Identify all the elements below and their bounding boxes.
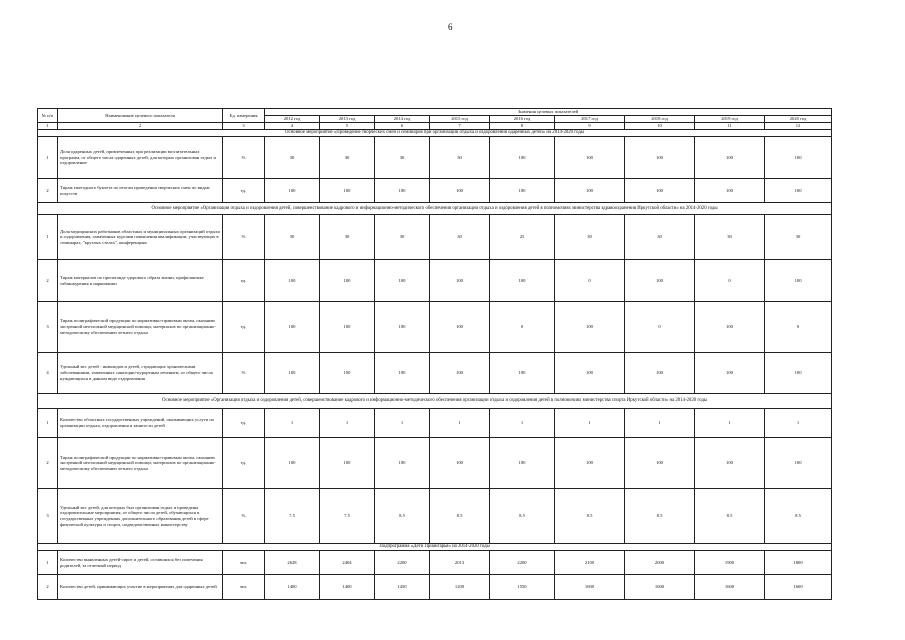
unit-cell: ед. [223,438,265,489]
value-cell: 100 [375,301,430,352]
value-cell: 1 [765,408,832,438]
header-column-number: 2 [58,123,223,130]
value-cell: 100 [320,438,375,489]
section-header-row [38,203,832,215]
table-row [38,215,832,260]
header-column-number: 12 [765,123,832,130]
value-cell: 30 [765,215,832,260]
value-cell: 100 [430,352,490,394]
row-number: 2 [38,575,58,600]
value-cell: 1400 [320,575,375,600]
indicator-name: Доля одаренных детей, привлеченных при реализации воспитательных программ, от общего числа одаренных детей, для которых организован отдых и оздоровление [58,137,223,179]
value-cell: 30 [320,215,375,260]
value-cell: 2404 [320,551,375,575]
unit-cell: % [223,137,265,179]
value-cell: 100 [265,178,320,202]
value-cell: 30 [265,215,320,260]
header-year: 2016 год [490,116,555,123]
indicator-name: Удельный вес детей - инвалидов и детей, страдающих хроническими заболеваниями, охваченных санаторно-курортным лечением, от общего числа нуждающихся в данном виде оздоровления [58,352,223,394]
table-row [38,260,832,302]
value-cell: 100 [375,178,430,202]
row-number: 4 [38,352,58,394]
value-cell: 1550 [490,575,555,600]
header-name: Наименование целевого показателя [58,109,223,123]
value-cell: 8.5 [490,489,555,544]
indicator-name: Количество областных государственных учреждений, оказывающих услуги по организации отдыха, оздоровления и занятости детей [58,408,223,438]
section-title: Основное мероприятие «Организация отдыха и оздоровления детей, совершенствование кадрового и информационно-методического обеспечения организации отдыха и оздоровления детей в полномочиях министерства здравоохранения Иркутской области» на 2014-2020 годы [38,203,832,215]
header-year: 2012 год [265,116,320,123]
header-year: 2019 год [695,116,765,123]
value-cell: 1 [375,408,430,438]
value-cell: 100 [765,178,832,202]
value-cell: 100 [695,301,765,352]
section-title: Подпрограмма «Дети Приангарья» на 2014-2020 годы [38,543,832,550]
value-cell: 100 [430,438,490,489]
header-column-number: 9 [555,123,625,130]
row-number: 1 [38,551,58,575]
value-cell: 100 [265,260,320,302]
header-year: 2015 год [430,116,490,123]
value-cell: 100 [265,352,320,394]
value-cell: 8.5 [375,489,430,544]
value-cell: 30 [375,137,430,179]
value-cell: 100 [765,260,832,302]
value-cell: 100 [265,438,320,489]
value-cell: 100 [490,137,555,179]
indicators-table [37,108,832,600]
row-number: 1 [38,408,58,438]
section-title: Основное мероприятие «Организация отдыха и оздоровления детей, совершенствование кадрового и информационно-методического обеспечения организации отдыха и оздоровления детей в полномочиях министерства спорта Иркутской области» на 2014-2020 годы [38,394,832,408]
header-unit: Ед. измерения [223,109,265,123]
indicator-name: Тираж полиграфической продукции по нормативно-правовым актам, оказанию экстренной неотложной медицинской помощи, материалов по организационно-методическому обеспечению летнего отдыха [58,301,223,352]
value-cell: 100 [695,178,765,202]
value-cell: 30 [265,137,320,179]
unit-cell: ед. [223,178,265,202]
value-cell: 100 [555,137,625,179]
value-cell: 2200 [375,551,430,575]
value-cell: 100 [555,438,625,489]
value-cell: 100 [320,352,375,394]
row-number: 2 [38,260,58,302]
value-cell: 1900 [695,551,765,575]
value-cell: 1600 [695,575,765,600]
value-cell: 100 [555,301,625,352]
value-cell: 0 [765,301,832,352]
value-cell: 100 [430,178,490,202]
value-cell: 100 [765,352,832,394]
value-cell: 7.5 [320,489,375,544]
value-cell: 1 [430,408,490,438]
value-cell: 100 [765,438,832,489]
section-header-row [38,543,832,550]
row-number: 3 [38,301,58,352]
unit-cell: ед. [223,301,265,352]
header-year: 2014 год [375,116,430,123]
unit-cell: ед. [223,408,265,438]
value-cell: 100 [695,352,765,394]
row-number: 2 [38,438,58,489]
value-cell: 30 [320,137,375,179]
value-cell: 100 [375,260,430,302]
value-cell: 2200 [490,551,555,575]
section-title: Основное мероприятие «Проведение творческих смен и семинаров при организации отдыха и оздоровления одаренных детей» на 2014-2020 годы [38,130,832,137]
value-cell: 1 [490,408,555,438]
table-body [38,130,832,600]
value-cell: 100 [695,438,765,489]
header-column-number: 5 [320,123,375,130]
value-cell: 100 [625,137,695,179]
value-cell: 2000 [625,551,695,575]
value-cell: 1 [695,408,765,438]
value-cell: 100 [320,301,375,352]
value-cell: 1400 [265,575,320,600]
indicator-name: Тираж материалов по пропаганде здорового образа жизни, профилактике табакокурения и наркомании [58,260,223,302]
indicator-name: Тираж ежегодного буклета по итогам проведения творческих смен по видам искусств [58,178,223,202]
header-column-number: 1 [38,123,58,130]
value-cell: 100 [490,352,555,394]
header-year: 2018 год [625,116,695,123]
value-cell: 1 [320,408,375,438]
value-cell: 1800 [765,551,832,575]
value-cell: 100 [625,178,695,202]
value-cell: 30 [430,137,490,179]
row-number: 1 [38,215,58,260]
unit-cell: ед. [223,260,265,302]
table-row [38,352,832,394]
indicator-name: Тираж полиграфической продукции по нормативно-правовым актам, оказанию экстренной неотложной медицинской помощи, материалов по организационно-методическому обеспечению летнего отдыха [58,438,223,489]
header-column-number: 3 [223,123,265,130]
value-cell: 100 [430,260,490,302]
header-year: 2020 год [765,116,832,123]
value-cell: 0 [625,301,695,352]
value-cell: 100 [490,260,555,302]
value-cell: 1 [555,408,625,438]
value-cell: 100 [320,178,375,202]
value-cell: 100 [695,137,765,179]
value-cell: 100 [625,260,695,302]
value-cell: 100 [765,137,832,179]
value-cell: 1450 [375,575,430,600]
table-header [38,109,832,130]
section-header-row [38,130,832,137]
table-row [38,489,832,544]
value-cell: 1600 [625,575,695,600]
unit-cell: % [223,489,265,544]
header-column-number: 8 [490,123,555,130]
value-cell: 0 [695,260,765,302]
value-cell: 1600 [555,575,625,600]
header-year: 2013 год [320,116,375,123]
value-cell: 8.5 [555,489,625,544]
value-cell: 100 [555,178,625,202]
indicator-name: Доля медицинских работников областных и муниципальных организаций отдыха и оздоровления, охваченных курсами повышения квалификации, участвующих в семинарах, "круглых столах", конференциях [58,215,223,260]
indicator-name: Удельный вес детей, для которых был организован отдых и проведены оздоровительные мероприятия, от общего числа детей, обучающихся в государственных учреждениях дополнительного образования детей в сфере физической культуры и спорта, подведомственных министерству [58,489,223,544]
value-cell: 2100 [555,551,625,575]
header-values-group: Значения целевых показателей [265,109,832,116]
value-cell: 100 [320,260,375,302]
value-cell: 7.5 [265,489,320,544]
section-header-row [38,394,832,408]
value-cell: 30 [430,215,490,260]
table-row [38,408,832,438]
value-cell: 8.5 [695,489,765,544]
value-cell: 1 [625,408,695,438]
table-row [38,575,832,600]
value-cell: 100 [490,178,555,202]
table-row [38,137,832,179]
table-row [38,178,832,202]
table-row [38,551,832,575]
value-cell: 1 [265,408,320,438]
header-column-number: 11 [695,123,765,130]
header-year: 2017 год [555,116,625,123]
row-number: 2 [38,178,58,202]
unit-cell: чел. [223,575,265,600]
indicator-name: Количество детей, принимающих участие в мероприятиях для одаренных детей [58,575,223,600]
header-num: № п/п [38,109,58,123]
value-cell: 30 [695,215,765,260]
value-cell: 2013 [430,551,490,575]
header-column-number: 6 [375,123,430,130]
value-cell: 100 [625,352,695,394]
value-cell: 0 [555,260,625,302]
value-cell: 25 [490,215,555,260]
header-column-numbers-row [38,123,832,130]
value-cell: 30 [555,215,625,260]
value-cell: 8.5 [430,489,490,544]
unit-cell: % [223,215,265,260]
value-cell: 30 [375,215,430,260]
page-number: 6 [448,22,453,32]
value-cell: 100 [265,301,320,352]
value-cell: 1200 [430,575,490,600]
value-cell: 100 [490,438,555,489]
value-cell: 1600 [765,575,832,600]
table-row [38,438,832,489]
unit-cell: % [223,352,265,394]
row-number: 3 [38,489,58,544]
value-cell: 8.5 [625,489,695,544]
value-cell: 8.5 [765,489,832,544]
indicator-name: Количество выявленных детей-сирот и детей, оставшихся без попечения родителей, за отчетный период [58,551,223,575]
value-cell: 100 [555,352,625,394]
header-column-number: 4 [265,123,320,130]
value-cell: 100 [430,301,490,352]
row-number: 1 [38,137,58,179]
value-cell: 100 [375,438,430,489]
value-cell: 100 [375,352,430,394]
unit-cell: чел. [223,551,265,575]
value-cell: 0 [490,301,555,352]
header-column-number: 7 [430,123,490,130]
value-cell: 2628 [265,551,320,575]
table-row [38,301,832,352]
value-cell: 100 [625,438,695,489]
value-cell: 30 [625,215,695,260]
header-column-number: 10 [625,123,695,130]
